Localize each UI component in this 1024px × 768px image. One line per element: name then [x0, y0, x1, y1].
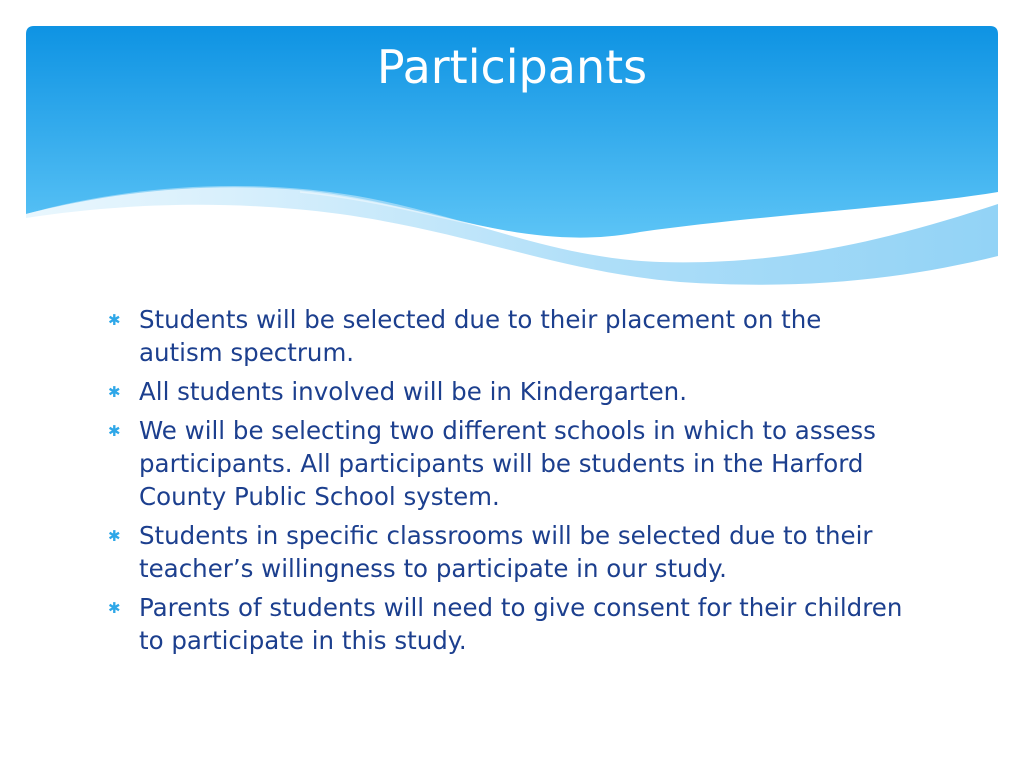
bullet-text: All students involved will be in Kindergarten. [139, 377, 687, 406]
asterisk-bullet-icon: ✱ [108, 422, 121, 440]
asterisk-bullet-icon: ✱ [108, 599, 121, 617]
asterisk-bullet-icon: ✱ [108, 527, 121, 545]
bullet-text: Students in specific classrooms will be selected due to their teacher’s willingness to participate in our study. [139, 521, 873, 583]
list-item [108, 414, 908, 513]
bullet-list [108, 303, 908, 663]
asterisk-bullet-icon: ✱ [108, 383, 121, 401]
asterisk-bullet-icon: ✱ [108, 311, 121, 329]
bullet-text: We will be selecting two different schools in which to assess participants. All participants will be students in the Harford County Public School system. [139, 416, 876, 511]
bullet-text: Parents of students will need to give consent for their children to participate in this study. [139, 593, 903, 655]
list-item [108, 519, 908, 585]
list-item [108, 375, 908, 408]
list-item [108, 591, 908, 657]
bullet-text: Students will be selected due to their placement on the autism spectrum. [139, 305, 822, 367]
list-item [108, 303, 908, 369]
slide-title: Participants [376, 40, 648, 94]
